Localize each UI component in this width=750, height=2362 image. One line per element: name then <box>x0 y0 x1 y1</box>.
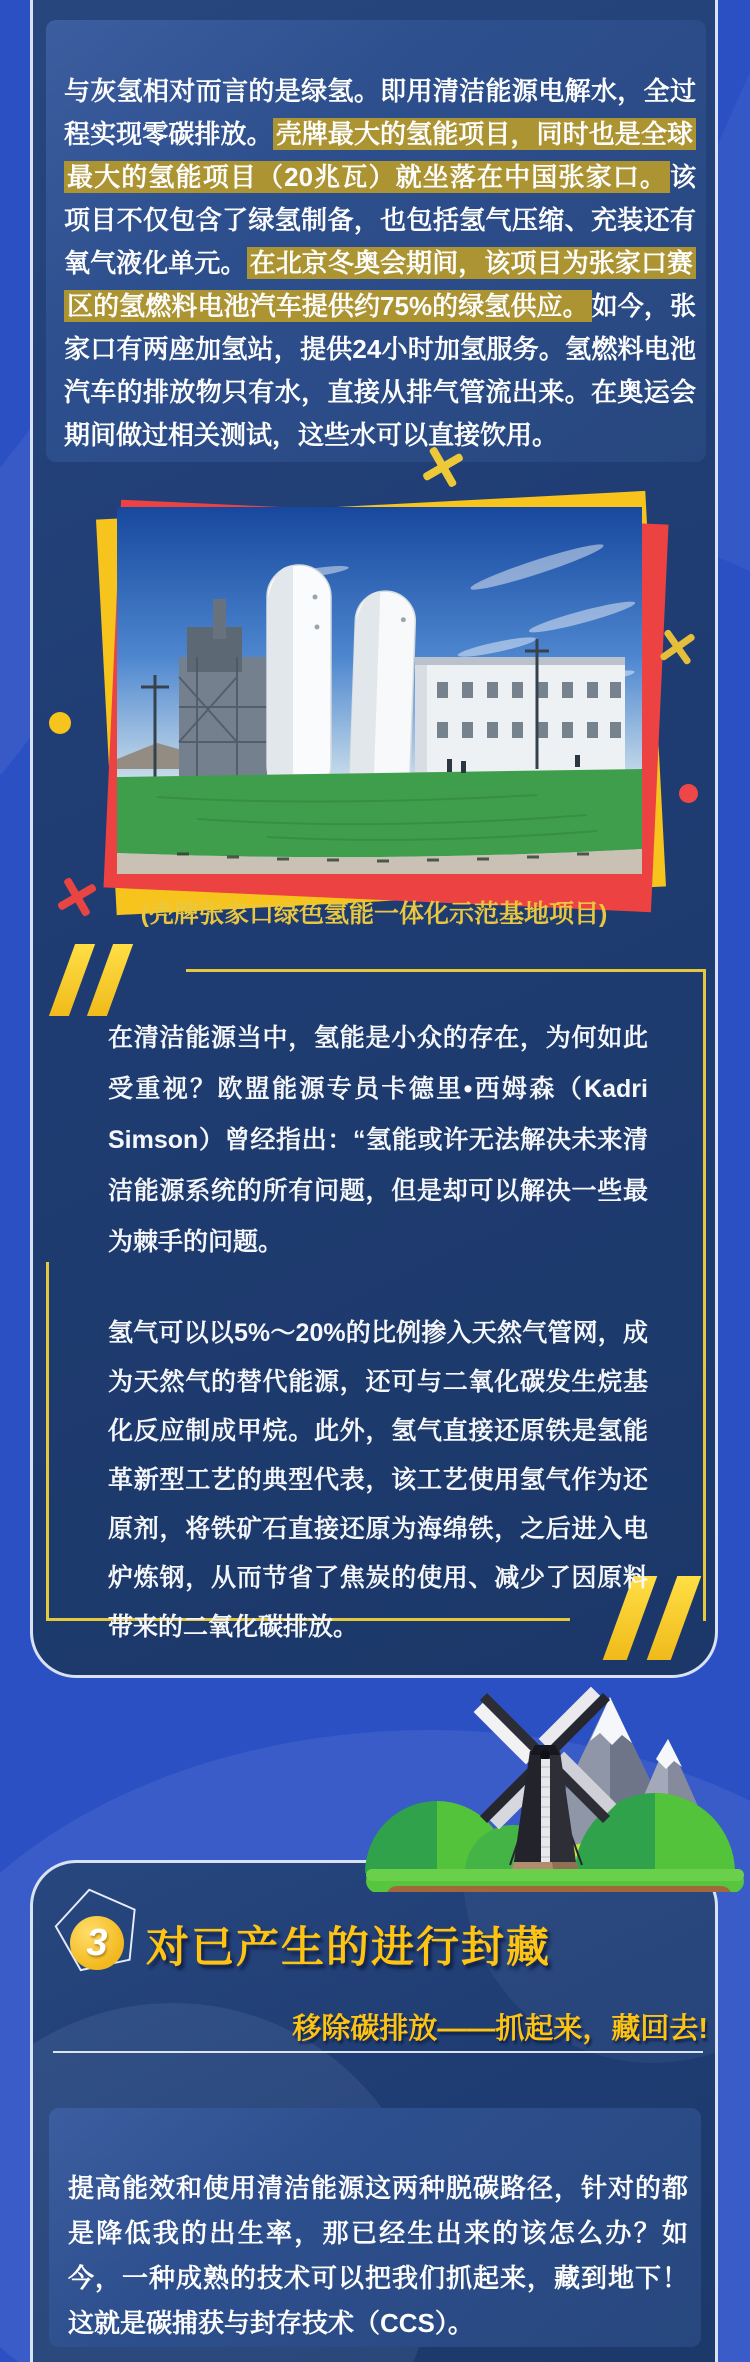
intro-text-1: 与灰氢相对而言的是绿氢。即用清洁能源电解水，全过程实现零碳排放。 <box>64 76 696 149</box>
quote-paragraph-2: 氢气可以以5%～20%的比例掺入天然气管网，成为天然气的替代能源，还可与二氧化碳发生烷基化反应制成甲烷。此外，氢气直接还原铁是氢能革新型工艺的典型代表，该工艺使用氢气作为还原剂，将铁矿石直接还原为海绵铁，之后进入电炉炼钢，从而节省了焦炭的使用、减少了因原料带来的二氧化碳排放。 <box>108 1319 648 1641</box>
dot-red-right <box>679 784 698 803</box>
intro-highlight-2: 在北京冬奥会期间，该项目为张家口赛区的氢燃料电池汽车提供约75%的绿氢供应。 <box>64 247 696 322</box>
quote-frame-right-line <box>703 969 706 1621</box>
quote-paragraph-1: 在清洁能源当中，氢能是小众的存在，为何如此受重视？欧盟能源专员卡德里•西姆森（Kadri Simson）曾经指出：“氢能或许无法解决未来清洁能源系统的所有问题，但是却可以解决一些最为棘手的问题。 <box>108 1024 648 1256</box>
white-building <box>415 657 625 772</box>
windmill-mountains-illustration <box>360 1655 750 1892</box>
intro-text-2: 该项目不仅包含了绿氢制备，也包括氢气压缩、充装还有氧气液化单元。 <box>64 162 696 278</box>
section-subtitle: 移除碳排放——抓起来，藏回去! <box>292 2013 708 2045</box>
section-number-badge <box>70 1916 124 1970</box>
section-number: 3 <box>86 1921 108 1964</box>
section-divider-line <box>53 2051 703 2053</box>
photo-caption: (壳牌张家口绿色氢能一体化示范基地项目) <box>140 900 608 928</box>
quote-open-icon <box>56 944 138 1016</box>
ccs-paragraph: 提高能效和使用清洁能源这两种脱碳路径，针对的都是降低我的出生率，那已经生出来的该怎么办？如今，一种成熟的技术可以把我们抓起来，藏到地下！这就是碳捕获与封存技术（CCS）。 <box>68 2173 688 2338</box>
dot-yellow-left <box>49 712 71 734</box>
section-title: 对已产生的进行封藏 <box>146 1924 551 1972</box>
intro-text-3: 如今，张家口有两座加氢站，提供24小时加氢服务。氢燃料电池汽车的排放物只有水，直接从排气管流出来。在奥运会期间做过相关测试，这些水可以直接饮用。 <box>64 291 696 450</box>
quote-frame-top-line <box>186 969 706 972</box>
intro-paragraph <box>64 70 696 457</box>
project-photo <box>117 507 642 874</box>
quote-frame-left-line <box>46 1262 49 1621</box>
x-mark-yellow-right <box>654 624 700 670</box>
intro-highlight-1: 壳牌最大的氢能项目，同时也是全球最大的氢能项目（20兆瓦）就坐落在中国张家口。 <box>64 118 696 193</box>
project-photo-illustration <box>117 507 642 874</box>
